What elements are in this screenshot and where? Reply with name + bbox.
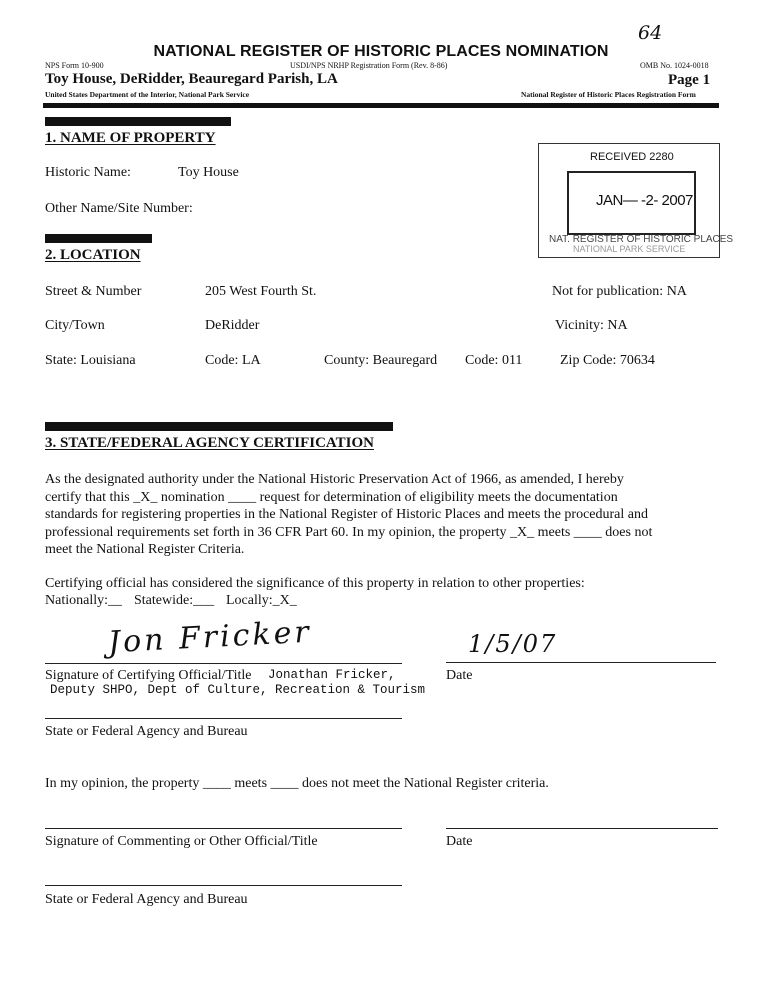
agency-line (45, 718, 402, 719)
state-code: Code: LA (205, 353, 261, 368)
commenting-agency-line (45, 885, 402, 886)
registration-form-label: National Register of Historic Places Registration Form (521, 90, 696, 99)
section1-bar (45, 117, 231, 126)
signature-label: Signature of Certifying Official/Title (45, 668, 252, 683)
certification-line: meet the National Register Criteria. (45, 542, 245, 557)
commenting-date-label: Date (446, 834, 473, 849)
page-label: Page 1 (668, 72, 711, 88)
certification-line: professional requirements set forth in 36 CFR Part 60. In my opinion, the property _X_ meets ____ does not (45, 524, 653, 540)
historic-name-value: Toy House (178, 165, 239, 180)
commenting-signature-line (45, 828, 402, 829)
significance-statement: Certifying official has considered the significance of this property in relation to other properties: (45, 576, 585, 591)
official-name: Jonathan Fricker, (268, 668, 396, 682)
county-code: Code: 011 (465, 353, 523, 368)
section1-title: 1. NAME OF PROPERTY (45, 130, 216, 146)
handwritten-date: 1/5/07 (468, 630, 558, 658)
stamp-received-text: RECEIVED 2280 (590, 151, 674, 163)
certification-line: As the designated authority under the National Historic Preservation Act of 1966, as amended, I hereby (45, 472, 624, 487)
section2-bar (45, 234, 152, 243)
certification-line: standards for registering properties in the National Register of Historic Places and meets the procedural and (45, 507, 648, 522)
street-label: Street & Number (45, 284, 142, 299)
commenting-agency-label: State or Federal Agency and Bureau (45, 892, 248, 907)
omb-number: OMB No. 1024-0018 (640, 61, 709, 70)
header-rule (43, 103, 719, 108)
property-title: Toy House, DeRidder, Beauregard Parish, LA (45, 71, 338, 87)
other-name-label: Other Name/Site Number: (45, 201, 193, 216)
historic-name-label: Historic Name: (45, 165, 131, 180)
document-title: NATIONAL REGISTER OF HISTORIC PLACES NOMINATION (153, 43, 609, 60)
state: State: Louisiana (45, 353, 136, 368)
locally-level: Locally:_X_ (226, 593, 297, 608)
department-label: United States Department of the Interior, National Park Service (45, 90, 250, 99)
handwritten-page-number: 64 (638, 22, 663, 44)
signature-line (45, 663, 402, 664)
nationally-level: Nationally:__ (45, 593, 122, 608)
form-revision: USDI/NPS NRHP Registration Form (Rev. 8-86) (290, 61, 448, 70)
commenting-signature-label: Signature of Commenting or Other Official/Title (45, 834, 318, 849)
section3-bar (45, 422, 393, 431)
date-label: Date (446, 668, 473, 683)
opinion-statement: In my opinion, the property ____ meets ____ does not meet the National Register criteria. (45, 776, 549, 791)
certification-paragraph (45, 471, 725, 559)
city-value: DeRidder (205, 318, 260, 333)
handwritten-signature: Jon Fricker (107, 614, 313, 661)
section2-title: 2. LOCATION (45, 247, 141, 263)
agency-label: State or Federal Agency and Bureau (45, 724, 248, 739)
form-id: NPS Form 10-900 (45, 61, 104, 70)
zip-code: Zip Code: 70634 (560, 353, 655, 368)
city-label: City/Town (45, 318, 105, 333)
official-title: Deputy SHPO, Dept of Culture, Recreation & Tourism (50, 683, 426, 697)
section3-title: 3. STATE/FEDERAL AGENCY CERTIFICATION (45, 435, 374, 451)
commenting-date-line (446, 828, 718, 829)
stamp-agency-line1: NAT. REGISTER OF HISTORIC PLACES (549, 234, 734, 245)
stamp-agency-line2: NATIONAL PARK SERVICE (573, 244, 686, 254)
street-value: 205 West Fourth St. (205, 284, 317, 299)
certification-line: certify that this _X_ nomination ____ request for determination of eligibility meets the documentation (45, 489, 618, 505)
not-for-publication: Not for publication: NA (552, 284, 687, 299)
stamp-date-text: JAN— -2- 2007 (596, 192, 693, 209)
statewide-level: Statewide:___ (134, 593, 215, 608)
date-line (446, 662, 716, 663)
vicinity: Vicinity: NA (555, 318, 628, 333)
county: County: Beauregard (324, 353, 438, 368)
